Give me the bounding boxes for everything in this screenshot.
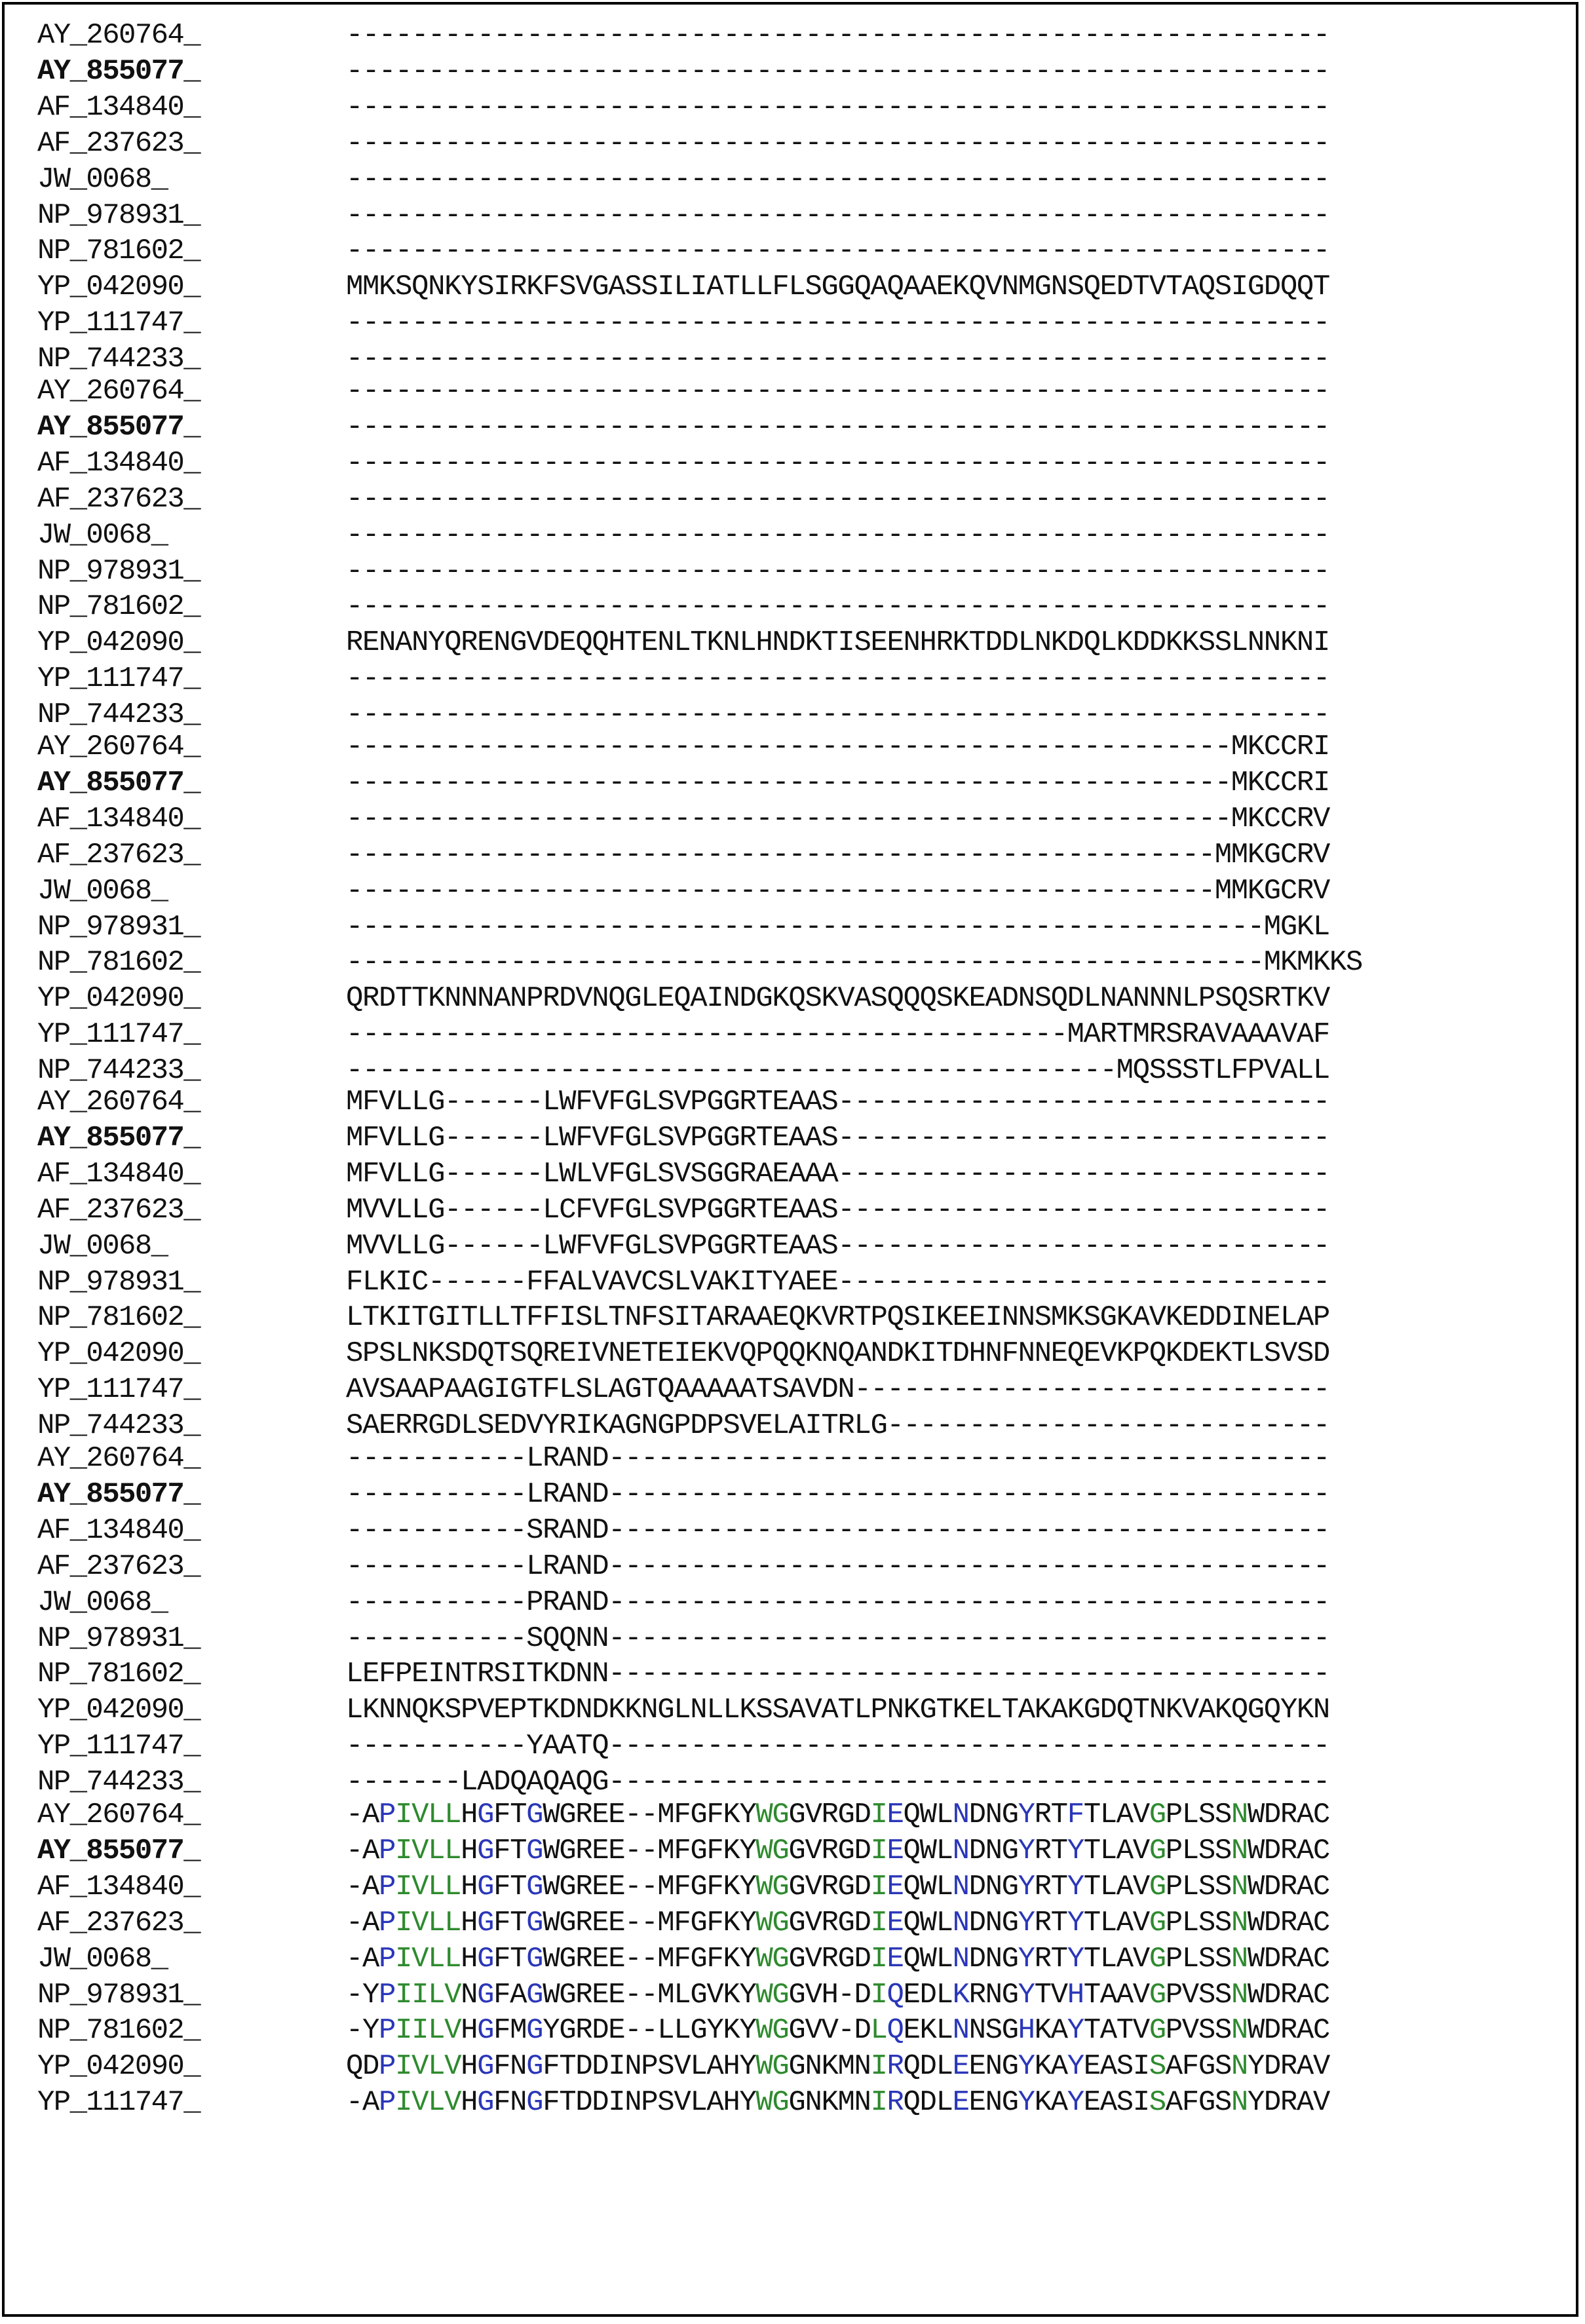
sequence-residues: MVVLLG------LWFVFGLSVPGGRTEAAS------------------------------	[346, 1229, 1329, 1263]
alignment-row	[5, 1120, 1577, 1156]
sequence-id: AF_134840_	[37, 802, 201, 835]
sequence-id: AF_237623_	[37, 1906, 201, 1939]
sequence-residues: MVVLLG------LCFVFGLSVPGGRTEAAS------------------------------	[346, 1193, 1329, 1227]
sequence-id: AF_237623_	[37, 838, 201, 871]
alignment-row	[5, 1017, 1577, 1053]
alignment-row	[5, 446, 1577, 482]
alignment-row	[5, 1764, 1577, 1800]
sequence-residues: ------------------------------------------------------------	[346, 554, 1329, 588]
sequence-id: AF_237623_	[37, 126, 201, 160]
alignment-row	[5, 1372, 1577, 1408]
sequence-id: AY_855077_	[37, 766, 201, 799]
alignment-row	[5, 1192, 1577, 1229]
sequence-residues: -----------YAATQ--------------------------------------------	[346, 1730, 1329, 1763]
sequence-id: YP_111747_	[37, 1730, 201, 1763]
sequence-residues: MFVLLG------LWLVFGLSVSGGRAEAAA------------------------------	[346, 1157, 1329, 1191]
sequence-residues: -YPIILVHGFMGYGRDE--LLGYKYWGGVV-DLQEKLNNSGHKAYTATVGPVSSNWDRAC	[346, 2014, 1329, 2048]
sequence-id: YP_111747_	[37, 307, 201, 340]
sequence-id: NP_781602_	[37, 2014, 201, 2048]
sequence-residues: ------------------------------------------------------MKCCRV	[346, 802, 1329, 835]
sequence-residues: -----------------------------------------------------MMKGCRV	[346, 874, 1329, 907]
sequence-residues: -----------SRAND--------------------------------------------	[346, 1514, 1329, 1547]
sequence-id: AF_237623_	[37, 482, 201, 516]
alignment-row	[5, 126, 1577, 162]
alignment-row	[5, 1084, 1577, 1120]
sequence-id: NP_978931_	[37, 1978, 201, 2011]
sequence-residues: ------------------------------------------------------------	[346, 307, 1329, 340]
alignment-row	[5, 1477, 1577, 1513]
alignment-row	[5, 1833, 1577, 1869]
alignment-row	[5, 1229, 1577, 1265]
alignment-row	[5, 697, 1577, 733]
sequence-residues: -APIVLVHGFNGFTDDINPSVLAHYWGGNKMNIRQDLEENGYKAYEASISAFGSNYDRAV	[346, 2086, 1329, 2120]
sequence-id: NP_978931_	[37, 1622, 201, 1655]
sequence-id: NP_978931_	[37, 554, 201, 588]
sequence-residues: --------------------------------------------------------MGKL	[346, 910, 1329, 943]
alignment-row	[5, 1549, 1577, 1585]
sequence-residues: LEFPEINTRSITKDNN--------------------------------------------	[346, 1658, 1329, 1691]
sequence-residues: ------------------------------------------------------------	[346, 162, 1329, 196]
sequence-residues: FLKIC------FFALVAVCSLVAKITYAEE------------------------------	[346, 1265, 1329, 1299]
alignment-row	[5, 1300, 1577, 1336]
sequence-residues: -APIVLLHGFTGWGREE--MFGFKYWGGVRGDIEQWLNDNGYRTYTLAVGPLSSNWDRAC	[346, 1870, 1329, 1903]
alignment-row	[5, 1797, 1577, 1833]
alignment-row	[5, 554, 1577, 590]
sequence-residues: LTKITGITLLTFFISLTNFSITARAAEQKVRTPQSIKEEINNSMKSGKAVKEDDINELAP	[346, 1301, 1329, 1335]
sequence-residues: ------------------------------------------------------------	[346, 662, 1329, 696]
sequence-id: NP_744233_	[37, 1054, 201, 1088]
sequence-residues: -APIVLLHGFTGWGREE--MFGFKYWGGVRGDIEQWLNDNGYRTYTLAVGPLSSNWDRAC	[346, 1834, 1329, 1867]
alignment-row	[5, 909, 1577, 945]
sequence-id: AY_260764_	[37, 731, 201, 763]
sequence-residues: ------------------------------------------------------------	[346, 590, 1329, 624]
sequence-id: JW_0068_	[37, 162, 168, 196]
alignment-row	[5, 1977, 1577, 2013]
alignment-row	[5, 18, 1577, 54]
sequence-id: NP_978931_	[37, 199, 201, 232]
sequence-residues: -APIVLLHGFTGWGREE--MFGFKYWGGVRGDIEQWLNDNGYRTYTLAVGPLSSNWDRAC	[346, 1942, 1329, 1975]
sequence-id: YP_111747_	[37, 1018, 201, 1052]
sequence-residues: SPSLNKSDQTSQREIVNETEIEKVQPQQKNQANDKITDHNFNNEQEVKPQKDEKTLSVSD	[346, 1337, 1329, 1371]
sequence-residues: -YPIILVNGFAGWGREE--MLGVKYWGGVH-DIQEDLKRNGYTVHTAAVGPVSSNWDRAC	[346, 1978, 1329, 2011]
sequence-id: NP_781602_	[37, 235, 201, 268]
alignment-row	[5, 2013, 1577, 2049]
alignment-row	[5, 1692, 1577, 1728]
sequence-id: YP_111747_	[37, 2086, 201, 2120]
sequence-id: YP_111747_	[37, 662, 201, 696]
sequence-residues: ------------------------------------------------------------	[346, 54, 1329, 88]
sequence-residues: ------------------------------------------------------------	[346, 410, 1329, 444]
sequence-residues: ------------------------------------------------------MKCCRI	[346, 731, 1329, 763]
alignment-row	[5, 518, 1577, 554]
sequence-id: NP_744233_	[37, 1409, 201, 1443]
alignment-row	[5, 269, 1577, 305]
alignment-block	[5, 373, 1576, 733]
sequence-id: JW_0068_	[37, 1586, 168, 1619]
alignment-block	[5, 18, 1576, 377]
alignment-row	[5, 1656, 1577, 1692]
sequence-residues: ------------------------------------------------------MKCCRI	[346, 766, 1329, 799]
sequence-residues: QRDTTKNNNANPRDVNQGLEQAINDGKQSKVASQQQSKEADNSQDLNANNNLPSQSRTKV	[346, 982, 1329, 1016]
alignment-row	[5, 1869, 1577, 1905]
alignment-row	[5, 981, 1577, 1017]
sequence-id: YP_042090_	[37, 1694, 201, 1727]
sequence-residues: ------------------------------------------------------------	[346, 235, 1329, 268]
sequence-id: AY_260764_	[37, 1442, 201, 1475]
sequence-id: AF_134840_	[37, 1157, 201, 1191]
sequence-id: AF_237623_	[37, 1193, 201, 1227]
sequence-id: YP_042090_	[37, 1337, 201, 1371]
sequence-id: NP_744233_	[37, 343, 201, 376]
sequence-id: AF_134840_	[37, 90, 201, 124]
alignment-row	[5, 1941, 1577, 1977]
alignment-row	[5, 198, 1577, 234]
alignment-row	[5, 1156, 1577, 1192]
sequence-residues: --------------------------------------------MARTMRSRAVAAAVAF	[346, 1018, 1329, 1052]
alignment-row	[5, 54, 1577, 90]
alignment-figure	[2, 2, 1578, 2317]
alignment-row	[5, 90, 1577, 126]
sequence-id: JW_0068_	[37, 874, 168, 907]
alignment-block	[5, 1797, 1576, 2121]
sequence-residues: -----------PRAND--------------------------------------------	[346, 1586, 1329, 1619]
alignment-row	[5, 410, 1577, 446]
sequence-residues: -----------LRAND--------------------------------------------	[346, 1477, 1329, 1511]
sequence-id: NP_978931_	[37, 910, 201, 943]
sequence-residues: ------------------------------------------------------------	[346, 126, 1329, 160]
alignment-row	[5, 1053, 1577, 1089]
sequence-id: NP_978931_	[37, 1265, 201, 1299]
sequence-id: AF_134840_	[37, 1870, 201, 1903]
alignment-row	[5, 1621, 1577, 1657]
sequence-residues: ------------------------------------------------------------	[346, 698, 1329, 732]
alignment-row	[5, 1336, 1577, 1372]
sequence-residues: SAERRGDLSEDVYRIKAGNGPDPSVELAITRLG---------------------------	[346, 1409, 1329, 1443]
sequence-id: YP_042090_	[37, 982, 201, 1016]
sequence-residues: -APIVLLHGFTGWGREE--MFGFKYWGGVRGDIEQWLNDNGYRTYTLAVGPLSSNWDRAC	[346, 1906, 1329, 1939]
sequence-residues: --------------------------------------------------------MKMKKS	[346, 946, 1362, 980]
alignment-row	[5, 1905, 1577, 1941]
sequence-id: YP_042090_	[37, 2050, 201, 2084]
sequence-id: JW_0068_	[37, 1942, 168, 1975]
sequence-id: JW_0068_	[37, 1229, 168, 1263]
sequence-residues: ------------------------------------------------------------	[346, 19, 1329, 52]
alignment-block	[5, 1441, 1576, 1800]
sequence-residues: ------------------------------------------------------------	[346, 482, 1329, 516]
alignment-row	[5, 1513, 1577, 1549]
sequence-id: AY_260764_	[37, 19, 201, 52]
sequence-id: NP_744233_	[37, 698, 201, 732]
sequence-residues: -----------------------------------------------------MMKGCRV	[346, 838, 1329, 871]
alignment-row	[5, 589, 1577, 625]
alignment-row	[5, 162, 1577, 198]
alignment-row	[5, 1408, 1577, 1444]
sequence-id: AY_260764_	[37, 1086, 201, 1118]
sequence-id: NP_744233_	[37, 1766, 201, 1799]
sequence-id: AY_855077_	[37, 54, 201, 88]
sequence-residues: ------------------------------------------------------------	[346, 446, 1329, 480]
sequence-residues: -----------LRAND--------------------------------------------	[346, 1442, 1329, 1475]
sequence-residues: ------------------------------------------------------------	[346, 518, 1329, 552]
alignment-row	[5, 341, 1577, 377]
alignment-row	[5, 765, 1577, 801]
sequence-id: AY_260764_	[37, 375, 201, 408]
sequence-residues: AVSAAPAAGIGTFLSLAGTQAAAAATSAVDN-----------------------------	[346, 1373, 1329, 1407]
sequence-residues: ------------------------------------------------------------	[346, 375, 1329, 408]
alignment-row	[5, 729, 1577, 765]
sequence-id: AF_134840_	[37, 446, 201, 480]
alignment-row	[5, 233, 1577, 269]
sequence-residues: -APIVLLHGFTGWGREE--MFGFKYWGGVRGDIEQWLNDNGYRTFTLAVGPLSSNWDRAC	[346, 1799, 1329, 1831]
alignment-row	[5, 945, 1577, 981]
alignment-row	[5, 1265, 1577, 1301]
sequence-residues: LKNNQKSPVEPTKDNDKKNGLNLLKSSAVATLPNKGTKELTAKAKGDQTNKVAKQGQYKN	[346, 1694, 1329, 1727]
sequence-id: NP_781602_	[37, 946, 201, 980]
sequence-id: AY_855077_	[37, 1477, 201, 1511]
sequence-id: YP_042090_	[37, 626, 201, 660]
sequence-residues: MMKSQNKYSIRKFSVGASSILIATLLFLSGGQAQAAEKQVNMGNSQEDTVTAQSIGDQQT	[346, 271, 1329, 304]
sequence-residues: MFVLLG------LWFVFGLSVPGGRTEAAS------------------------------	[346, 1121, 1329, 1154]
alignment-row	[5, 2085, 1577, 2121]
sequence-residues: QDPIVLVHGFNGFTDDINPSVLAHYWGGNKMNIRQDLEENGYKAYEASISAFGSNYDRAV	[346, 2050, 1329, 2084]
sequence-residues: ------------------------------------------------------------	[346, 90, 1329, 124]
alignment-row	[5, 801, 1577, 837]
alignment-row	[5, 625, 1577, 661]
sequence-id: YP_042090_	[37, 271, 201, 304]
sequence-residues: -----------SQQNN--------------------------------------------	[346, 1622, 1329, 1655]
alignment-row	[5, 305, 1577, 341]
sequence-id: AY_855077_	[37, 410, 201, 444]
alignment-row	[5, 373, 1577, 410]
sequence-id: AY_855077_	[37, 1121, 201, 1154]
sequence-id: JW_0068_	[37, 518, 168, 552]
alignment-row	[5, 837, 1577, 873]
sequence-id: AY_855077_	[37, 1834, 201, 1867]
sequence-id: AF_237623_	[37, 1550, 201, 1583]
sequence-residues: ------------------------------------------------------------	[346, 343, 1329, 376]
sequence-id: YP_111747_	[37, 1373, 201, 1407]
sequence-residues: -------LADQAQAQG--------------------------------------------	[346, 1766, 1329, 1799]
sequence-id: AF_134840_	[37, 1514, 201, 1547]
sequence-id: NP_781602_	[37, 1301, 201, 1335]
alignment-row	[5, 661, 1577, 697]
alignment-row	[5, 873, 1577, 909]
alignment-row	[5, 1728, 1577, 1764]
sequence-residues: RENANYQRENGVDEQQHTENLTKNLHNDKTISEENHRKTDDLNKDQLKDDKKSSLNNKNI	[346, 626, 1329, 660]
sequence-id: AY_260764_	[37, 1799, 201, 1831]
alignment-block	[5, 729, 1576, 1089]
sequence-residues: ------------------------------------------------------------	[346, 199, 1329, 232]
alignment-row	[5, 2049, 1577, 2085]
sequence-id: NP_781602_	[37, 1658, 201, 1691]
alignment-row	[5, 482, 1577, 518]
alignment-row	[5, 1441, 1577, 1477]
sequence-id: NP_781602_	[37, 590, 201, 624]
alignment-row	[5, 1585, 1577, 1621]
sequence-residues: MFVLLG------LWFVFGLSVPGGRTEAAS------------------------------	[346, 1086, 1329, 1118]
sequence-residues: -----------LRAND--------------------------------------------	[346, 1550, 1329, 1583]
alignment-block	[5, 1084, 1576, 1444]
sequence-residues: -----------------------------------------------MQSSSTLFPVALL	[346, 1054, 1329, 1088]
